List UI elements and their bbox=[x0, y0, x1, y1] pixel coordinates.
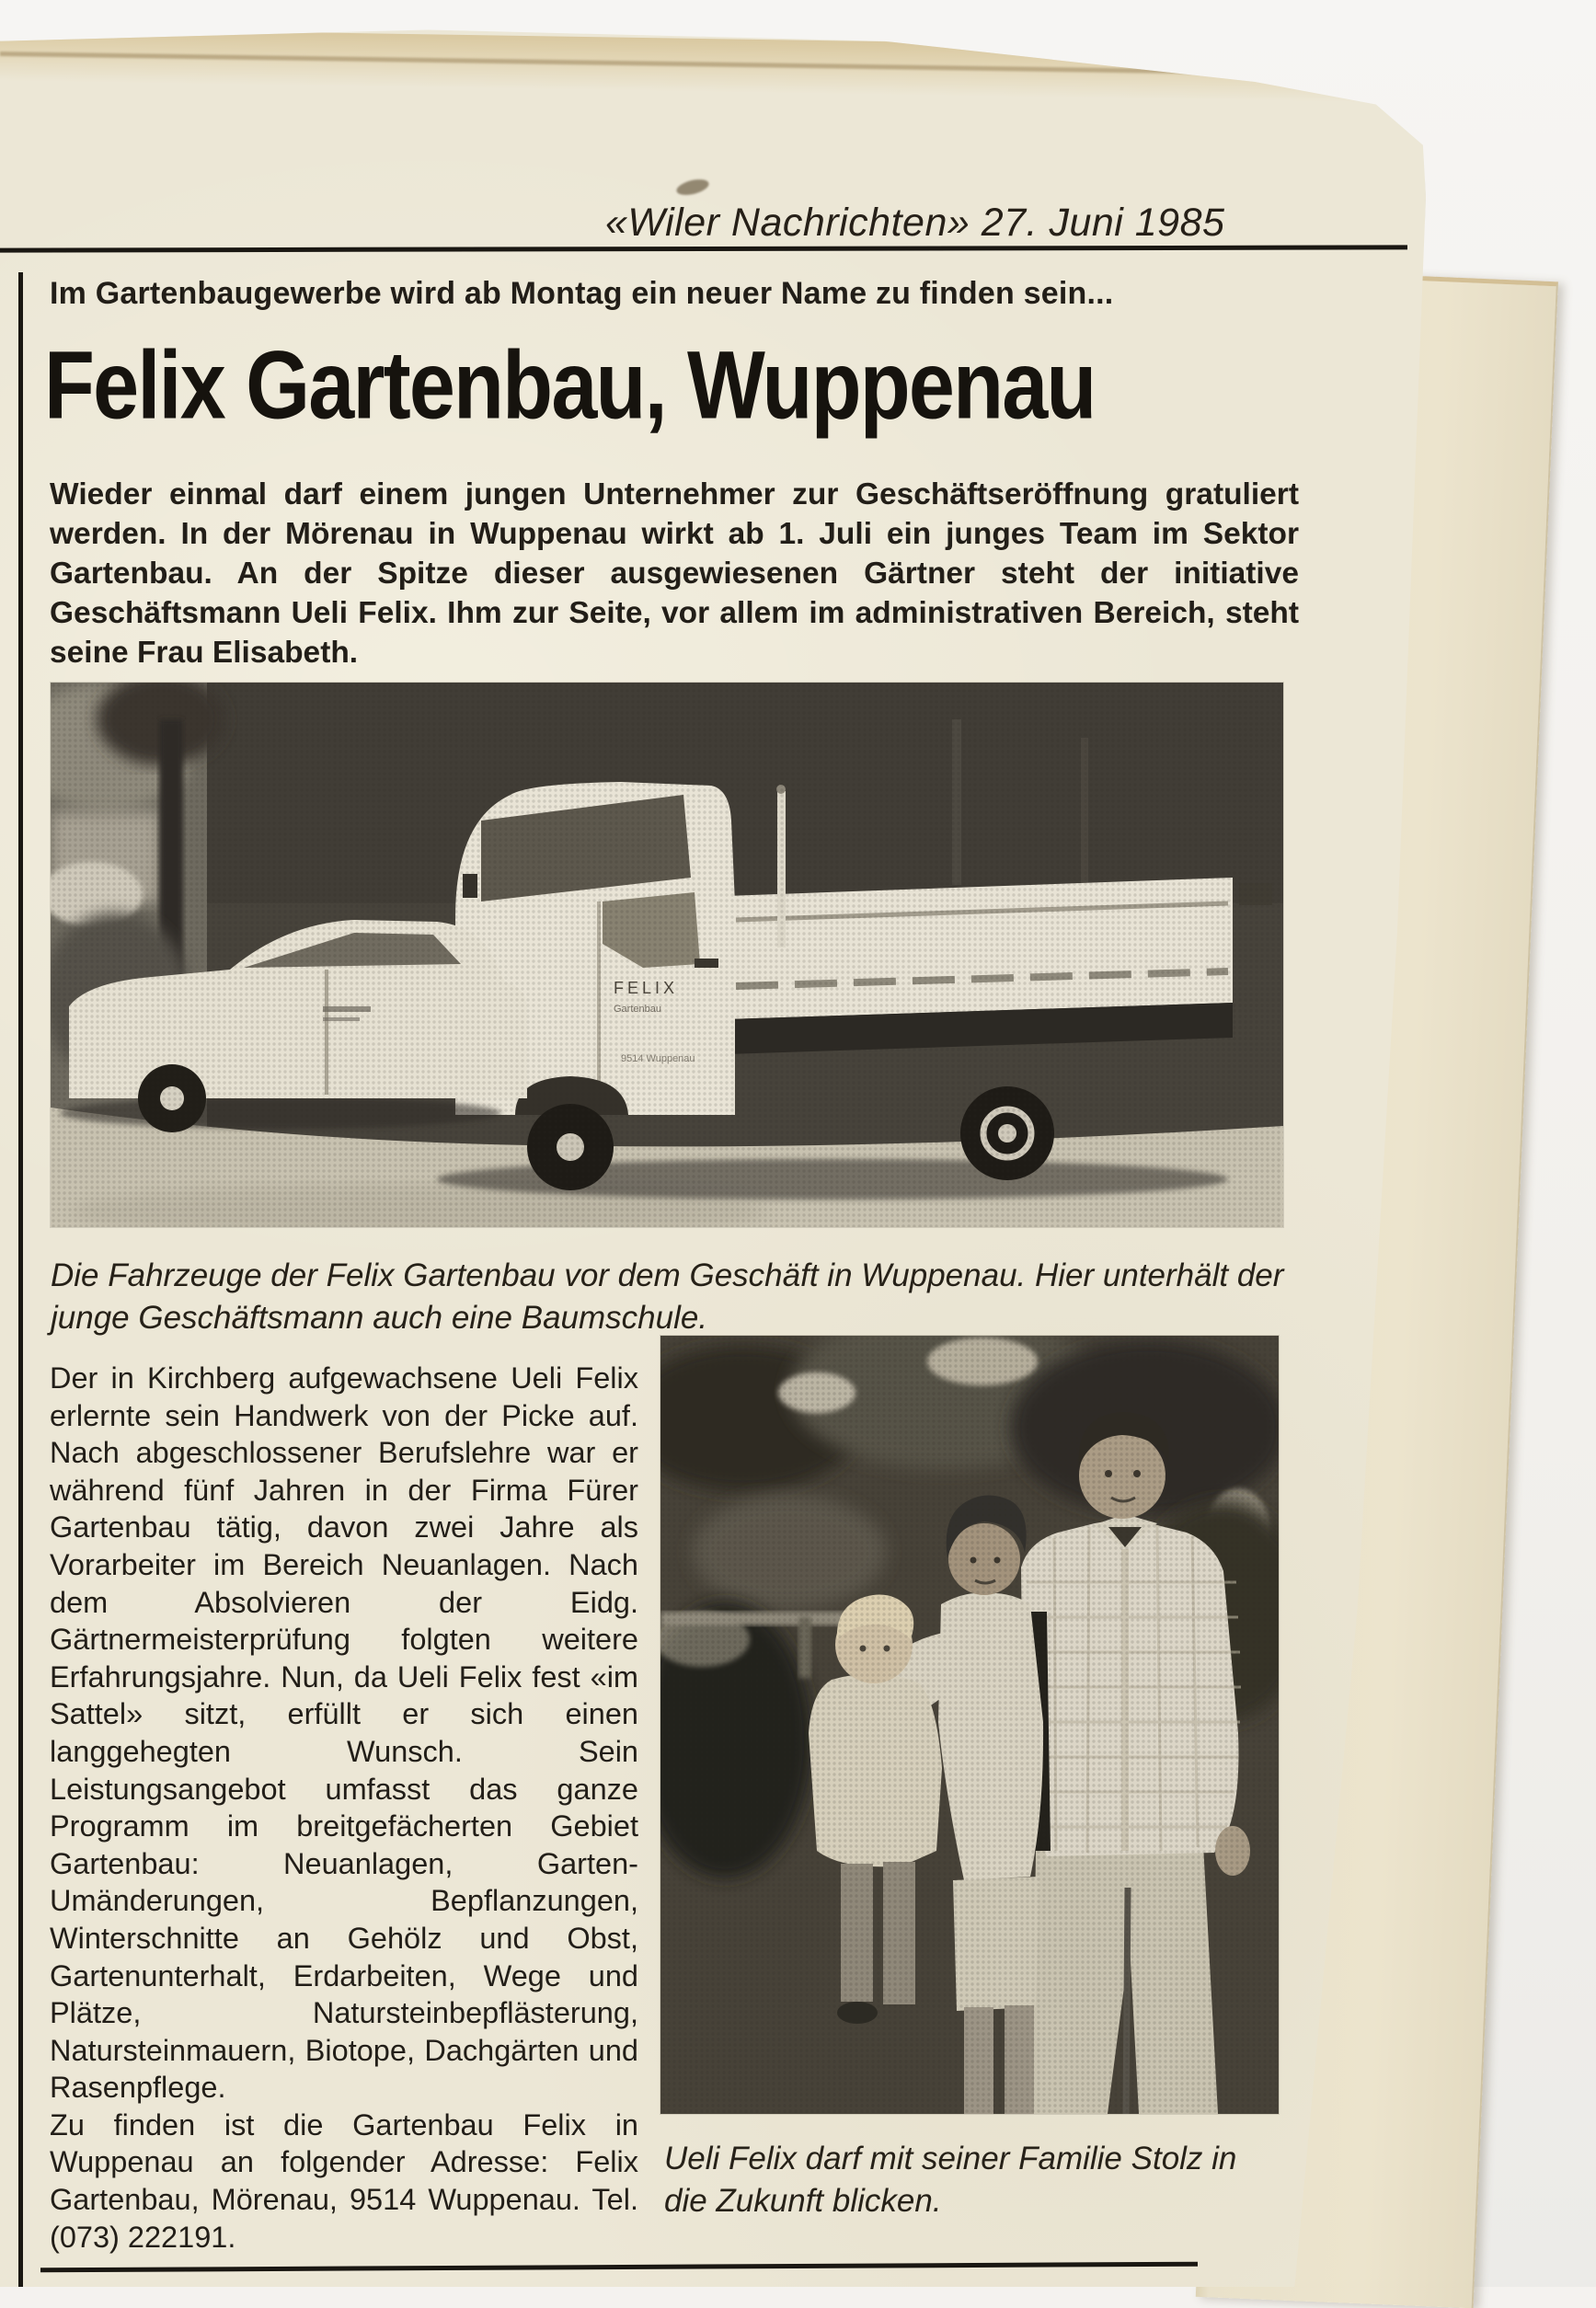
article-paragraph-2: Zu finden ist die Gartenbau Felix in Wuppenau an folgender Adresse: Felix Gartenbau, Mörenau, 9514 Wuppenau. Tel. (073) 222191. bbox=[50, 2107, 638, 2254]
masthead: «Wiler Nachrichten» 27. Juni 1985 bbox=[605, 201, 1225, 245]
family-photo bbox=[660, 1336, 1279, 2114]
article-paragraph-1: Der in Kirchberg aufgewachsene Ueli Felix erlernte sein Handwerk von der Picke auf. Nach abgeschlossener Berufslehre war er während fünf Jahren in der Firma Fürer Gartenbau tätig, davon zwei Jahre als Vorarbeiter im Bereich Neuanlagen. Nach dem Absolvieren der Eidg. Gärtnermeisterprüfung folgten weitere Erfahrungsjahre. Nun, da Ueli Felix fest «im Sattel» sitzt, erfüllt er sich einen langgehegten Wunsch. Sein Leistungsangebot umfasst das ganze Programm im breitgefächerten Gebiet Gartenbau: Neuanlagen, Garten-Umänderungen, Bepflanzungen, Winterschnitte an Gehölz und Obst, Gartenunterhalt, Erdarbeiten, Wege und Plätze, Natursteinbepflästerung, Natursteinmauern, Biotope, Dachgärten und Rasenpflege. bbox=[50, 1361, 638, 2105]
headline bbox=[44, 331, 1225, 440]
lead-paragraph: Wieder einmal darf einem jungen Unternehmer zur Geschäftseröffnung gratuliert werden. In der Mörenau in Wuppenau wirkt ab 1. Juli ein junges Team im Sektor Gartenbau. An der Spitze dieser ausgewiesenen Gärtner steht der initiative Geschäftsmann Ueli Felix. Ihm zur Seite, vor allem im administrativen Bereich, steht seine Frau Elisabeth. bbox=[50, 477, 1299, 670]
article-body bbox=[50, 1360, 638, 2256]
left-column-rule bbox=[18, 272, 23, 2287]
family-photo-caption: Ueli Felix darf mit seiner Familie Stolz in die Zukunft blicken. bbox=[664, 2141, 1237, 2219]
headline-text: Felix Gartenbau, Wuppenau bbox=[44, 331, 1096, 440]
truck-photo-illustration bbox=[51, 683, 1283, 1227]
truck-door-address: 9514 Wuppenau bbox=[621, 1053, 695, 1064]
truck-photo-caption: Die Fahrzeuge der Felix Gartenbau vor dem Geschäft in Wuppenau. Hier unterhält der junge Geschäftsmann auch eine Baumschule. bbox=[51, 1257, 1284, 1336]
truck-photo bbox=[51, 683, 1283, 1227]
truck-door-subtext: Gartenbau bbox=[614, 1004, 661, 1015]
family-photo-illustration bbox=[660, 1336, 1279, 2114]
kicker-line: Im Gartenbaugewerbe wird ab Montag ein neuer Name zu finden sein... bbox=[50, 276, 1114, 311]
truck-door-text: FELIX bbox=[614, 979, 679, 997]
